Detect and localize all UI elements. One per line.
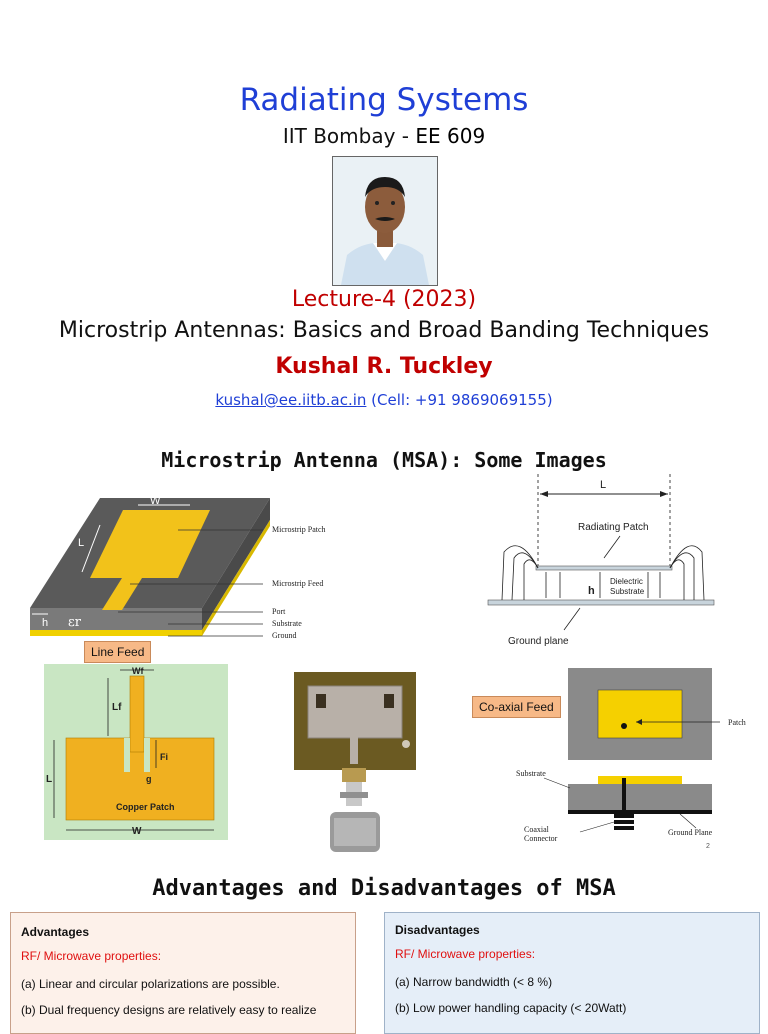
copper-w-label: W — [132, 826, 142, 837]
advantages-title: Advantages — [21, 925, 90, 939]
wf-label: Wf — [132, 666, 144, 676]
patch-l-label: L — [78, 537, 85, 549]
coax-coaxial-label: Coaxial — [524, 825, 549, 834]
substrate-side-label: Substrate — [610, 587, 645, 596]
side-h-label: h — [588, 585, 595, 597]
patch-w-label: W — [150, 495, 161, 507]
patch-3d-diagram — [18, 490, 338, 642]
disadvantage-item: (b) Low power handling capacity (< 20Watt) — [395, 1001, 627, 1015]
advantages-box — [10, 912, 356, 1034]
radiating-patch-label: Radiating Patch — [578, 522, 649, 533]
coaxial-feed-diagram — [510, 664, 768, 850]
coax-connector-label: Connector — [524, 834, 558, 843]
lecture-title: Microstrip Antennas: Basics and Broad Banding Techniques — [58, 318, 710, 343]
course-code: EE 609 — [415, 124, 486, 148]
antenna-photo — [294, 672, 416, 852]
lecture-number: Lecture-4 (2023) — [291, 287, 477, 312]
side-l-label: L — [600, 479, 607, 491]
label-microstrip-patch: Microstrip Patch — [272, 525, 326, 534]
disadvantages-title: Disadvantages — [395, 923, 480, 937]
email-link[interactable]: kushal@ee.iitb.ac.in — [215, 391, 367, 409]
coaxial-feed-tag: Co-axial Feed — [472, 696, 561, 718]
images-heading: Microstrip Antenna (MSA): Some Images — [161, 448, 607, 472]
institute-name: IIT Bombay - — [282, 124, 416, 148]
disadvantages-subtitle: RF/ Microwave properties: — [395, 947, 536, 961]
patch-h-label: h — [42, 617, 49, 629]
copper-patch-diagram — [44, 664, 228, 840]
disadvantage-item: (a) Narrow bandwidth (< 8 %) — [395, 975, 553, 989]
copper-l-label: L — [46, 774, 53, 785]
label-microstrip-feed: Microstrip Feed — [272, 579, 324, 588]
label-substrate: Substrate — [272, 619, 302, 628]
slide-title: Radiating Systems — [239, 82, 529, 118]
line-feed-tag: Line Feed — [84, 641, 151, 663]
advantage-item: (b) Dual frequency designs are relatively easy to realize — [21, 1003, 317, 1017]
lf-label: Lf — [112, 702, 122, 713]
adv-disadv-heading: Advantages and Disadvantages of MSA — [152, 876, 616, 901]
advantages-subtitle: RF/ Microwave properties: — [21, 949, 162, 963]
coax-ground-plane-label: Ground Plane — [668, 828, 713, 837]
g-label: g — [146, 774, 152, 784]
label-ground: Ground — [272, 631, 297, 640]
ground-plane-side-label: Ground plane — [508, 636, 569, 647]
author-name: Kushal R. Tuckley — [275, 354, 493, 379]
fringing-field-diagram — [480, 474, 720, 650]
fi-label: Fi — [160, 752, 168, 762]
coax-patch-label: Patch — [728, 718, 746, 727]
coax-substrate-label: Substrate — [516, 769, 546, 778]
contact-line — [0, 391, 768, 409]
copper-patch-label: Copper Patch — [116, 802, 175, 812]
patch-er-label: εr — [68, 615, 81, 630]
advantage-item: (a) Linear and circular polarizations are possible. — [21, 977, 280, 991]
author-photo — [332, 156, 438, 286]
disadvantages-box — [384, 912, 760, 1034]
dielectric-label: Dielectric — [610, 577, 643, 586]
cell-number: (Cell: +91 9869069155) — [366, 391, 553, 409]
page-number: 2 — [706, 843, 710, 850]
institute-line — [0, 124, 768, 148]
label-port: Port — [272, 607, 286, 616]
